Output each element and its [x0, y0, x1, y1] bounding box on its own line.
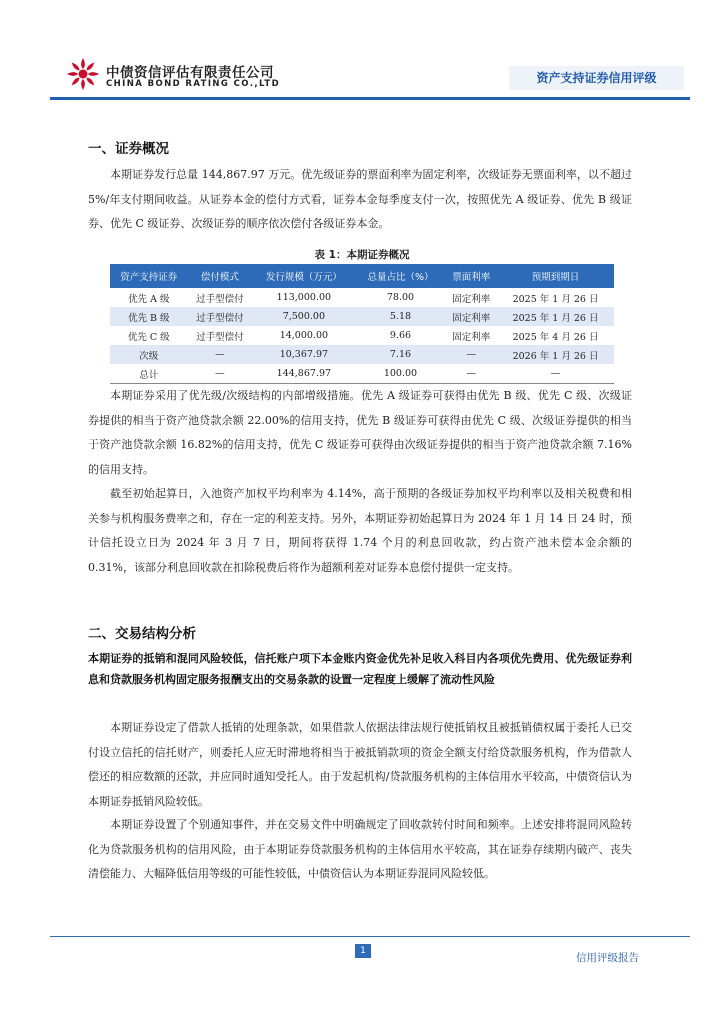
table-cell: 固定利率 — [452, 293, 491, 305]
table-cell: 总计 — [110, 364, 188, 384]
report-type-title: 资产支持证券信用评级 — [509, 66, 684, 90]
footer-divider — [50, 936, 690, 937]
table-cell: 14,000.00 — [279, 330, 329, 341]
table-cell: 优先 B 级 — [110, 307, 188, 326]
page-number: 1 — [355, 944, 371, 958]
company-logo-icon — [66, 57, 100, 91]
table-row — [110, 307, 614, 326]
section-title-overview: 一、证券概况 — [88, 141, 169, 157]
table-cell: 2025 年 1 月 26 日 — [512, 293, 599, 305]
table-cell: 过手型偿付 — [188, 307, 253, 326]
table-cell: — — [188, 364, 253, 384]
table-header-cell: 偿付模式 — [188, 264, 253, 288]
table-cell: 10,367.97 — [252, 345, 355, 364]
table-header-cell: 票面利率 — [445, 264, 497, 288]
table-cell: 固定利率 — [452, 331, 491, 343]
spread-support-paragraph: 截至初始起算日，入池资产加权平均利率为 4.14%，高于预期的各级证券加权平均利率以及相关税费和相关参与机构服务费率之和，存在一定的利差支持。另外，本期证券初始起算日为 2024 年 1 月 14 日 24 时，预计信托设立日为 2024 年 3 月 7 日，期间将获得 1.74 个月的利息回收款，约占资产池未偿本金余额的 0.31%，该部分利息回收款在扣除税费后将作为超额利差对证券本息偿付提供一定支持。 — [88, 487, 632, 574]
page-header — [0, 0, 724, 100]
overview-paragraph: 本期证券发行总量 144,867.97 万元。优先级证券的票面利率为固定利率，次级证券无票面利率，以不超过 5%/年支付期间收益。从证券本金的偿付方式看，证券本金每季度支付一次，按照优先 A 级证券、优先 B 级证券、优先 C 级证券、次级证券的顺序依次偿付各级证券本金。 — [88, 168, 632, 230]
table-cell: 7.16 — [356, 345, 446, 364]
table-cell: 2026 年 1 月 26 日 — [497, 345, 614, 364]
table-cell: — — [445, 345, 497, 364]
company-name-cn: 中债资信评估有限责任公司 — [106, 65, 274, 81]
table-cell: — — [188, 345, 253, 364]
table-cell: — — [497, 364, 614, 384]
section-title-structure: 二、交易结构分析 — [88, 626, 196, 642]
table-cell: 9.66 — [389, 330, 412, 341]
table-cell: 5.18 — [356, 307, 446, 326]
table-cell: 过手型偿付 — [196, 331, 244, 343]
table-cell: 优先 C 级 — [127, 331, 170, 343]
table-cell: 7,500.00 — [252, 307, 355, 326]
table-cell: 144,867.97 — [252, 364, 355, 384]
table-header-cell: 资产支持证券 — [110, 264, 188, 288]
structure-summary-bold: 本期证券的抵销和混同风险较低，信托账户项下本金账内资金优先补足收入科目内各项优先费用、优先级证券利息和贷款服务机构固定服务报酬支出的交易条款的设置一定程度上缓解了流动性风险 — [88, 652, 632, 686]
commingling-risk-paragraph: 本期证券设置了个别通知事件，并在交易文件中明确规定了回收款转付时间和频率。上述安排将混同风险转化为贷款服务机构的信用风险，由于本期证券贷款服务机构的主体信用水平较高，其在证券存续期内破产、丧失清偿能力、大幅降低信用等级的可能性较低，中债资信认为本期证券混同风险较低。 — [88, 818, 632, 880]
table-cell: 2025 年 1 月 26 日 — [497, 307, 614, 326]
table-row — [110, 288, 614, 307]
table-cell: 优先 A 级 — [128, 293, 170, 305]
table-row — [110, 345, 614, 364]
securities-summary-table — [110, 264, 614, 384]
table-cell: 100.00 — [356, 364, 446, 384]
table-header-cell: 预期到期日 — [497, 264, 614, 288]
table-cell: 次级 — [110, 345, 188, 364]
table-row-total — [110, 364, 614, 384]
table-cell: — — [445, 364, 497, 384]
table-cell: 2025 年 4 月 26 日 — [512, 331, 599, 343]
table-cell: 固定利率 — [445, 307, 497, 326]
table-cell: 过手型偿付 — [196, 293, 244, 305]
table-cell: 78.00 — [386, 292, 415, 303]
table-caption: 表 1：本期证券概况 — [314, 249, 410, 261]
table-header-cell: 发行规模（万元） — [252, 264, 355, 288]
credit-enhancement-paragraph: 本期证券采用了优先级/次级结构的内部增级措施。优先 A 级证券可获得由优先 B 级、优先 C 级、次级证券提供的相当于资产池贷款余额 22.00%的信用支持，优先 B 级证券可获得由优先 C 级、次级证券提供的相当于资产池贷款余额 16.82%的信用支持，优先 C 级证券可获得由次级证券提供的相当于资产池贷款余额 7.16%的信用支持。 — [88, 389, 632, 476]
table-header-cell: 总量占比（%） — [356, 264, 446, 288]
setoff-risk-paragraph: 本期证券设定了借款人抵销的处理条款，如果借款人依据法律法规行使抵销权且被抵销债权属于委托人已交付设立信托的信托财产，则委托人应无时滞地将相当于被抵销款项的资金全额支付给贷款服务机构，作为借款人偿还的相应数额的还款，并应同时通知受托人。由于发起机构/贷款服务机构的主体信用水平较高，中债资信认为本期证券抵销风险较低。 — [88, 721, 632, 808]
header-divider — [50, 97, 690, 100]
table-header-row — [110, 264, 614, 288]
company-name-en: CHINA BOND RATING CO.,LTD — [106, 79, 281, 89]
table-row — [110, 326, 614, 345]
footer-report-label: 信用评级报告 — [576, 952, 639, 964]
table-cell: 113,000.00 — [276, 292, 332, 303]
